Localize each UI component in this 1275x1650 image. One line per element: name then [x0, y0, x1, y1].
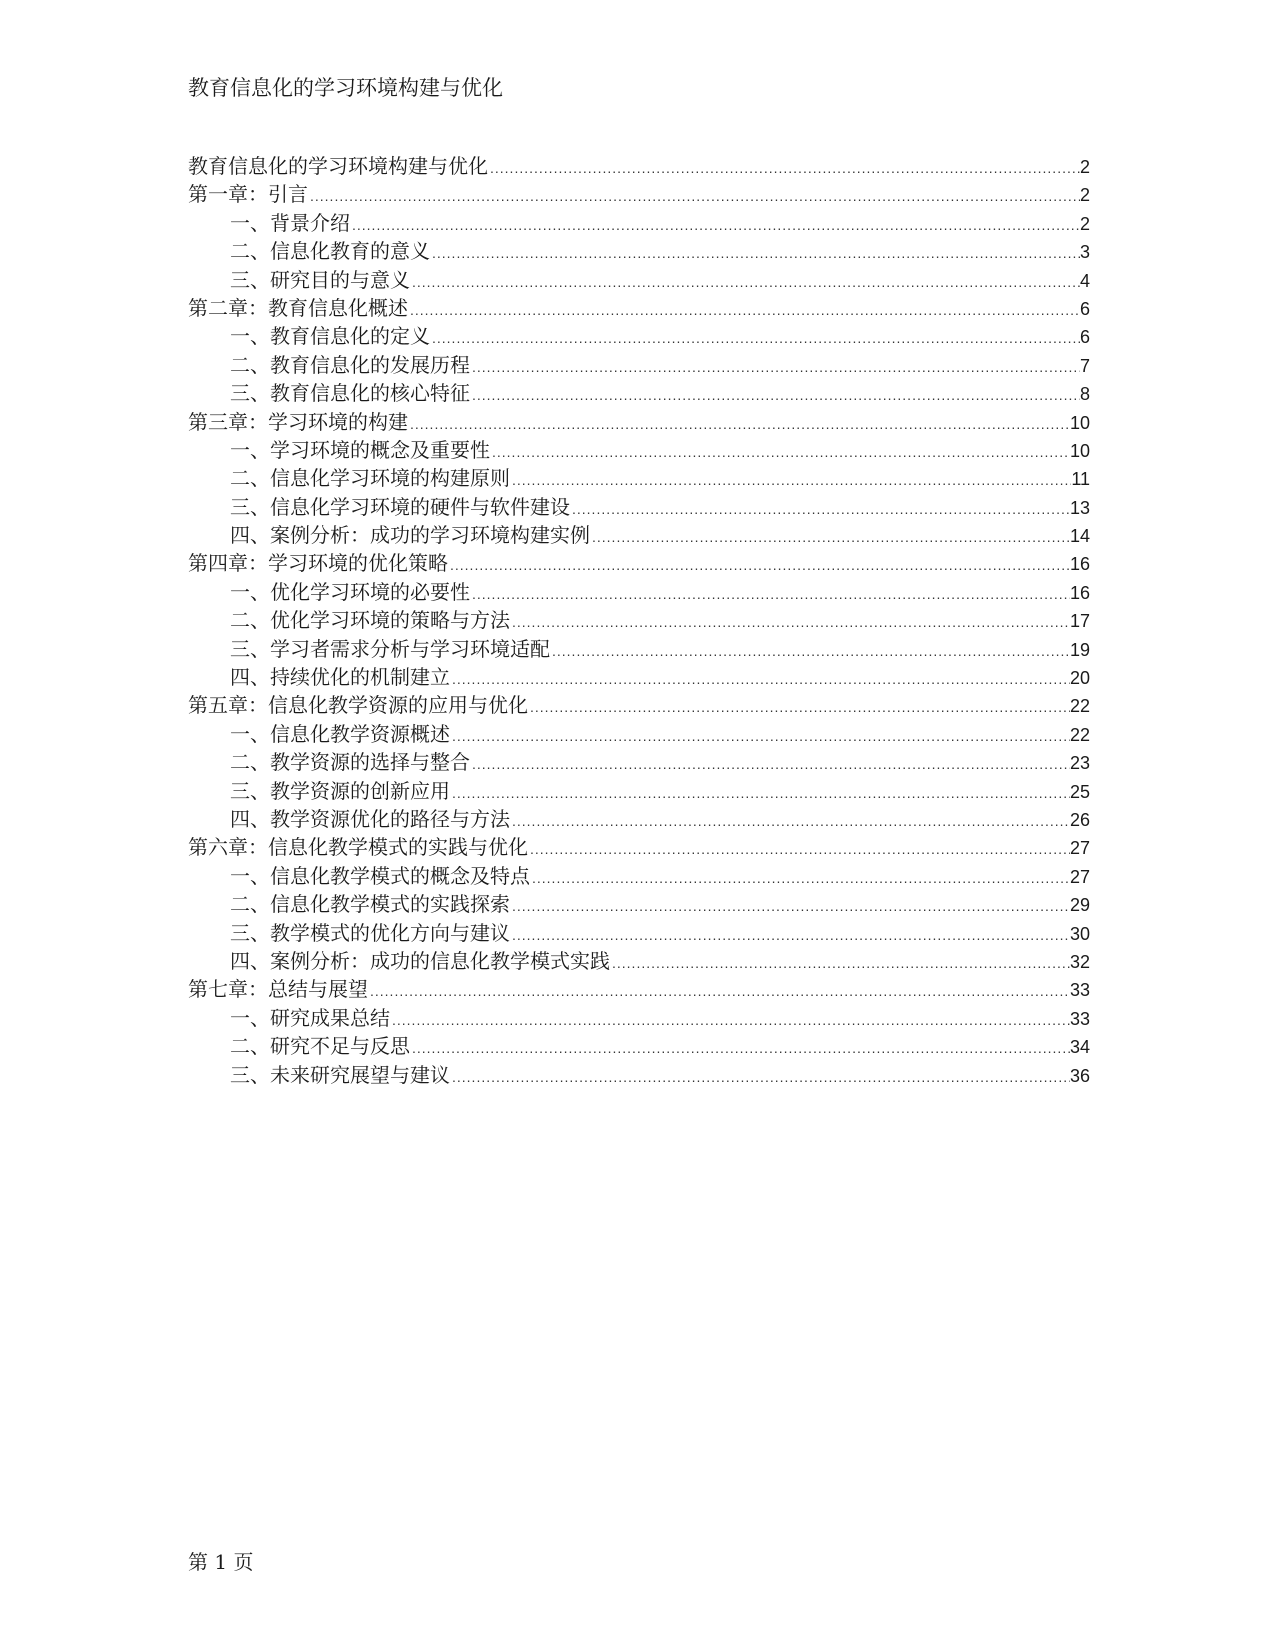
toc-entry-label: 二、研究不足与反思 — [230, 1034, 410, 1059]
toc-section-entry[interactable] — [188, 1004, 1090, 1032]
toc-chapter-entry[interactable] — [188, 152, 1090, 180]
toc-section-entry[interactable] — [188, 493, 1090, 521]
toc-dot-leader — [430, 324, 1080, 352]
toc-entry-label: 第一章：引言 — [188, 182, 308, 207]
toc-section-entry[interactable] — [188, 578, 1090, 606]
toc-section-entry[interactable] — [188, 209, 1090, 237]
toc-dot-leader — [510, 807, 1070, 835]
toc-entry-page-number: 33 — [1069, 980, 1090, 1001]
toc-entry-label: 教育信息化的学习环境构建与优化 — [188, 154, 488, 178]
toc-entry-page-number: 14 — [1069, 526, 1090, 547]
toc-entry-page-number: 30 — [1069, 923, 1090, 944]
toc-section-entry[interactable] — [188, 606, 1090, 634]
toc-entry-label: 第五章：信息化教学资源的应用与优化 — [188, 693, 528, 718]
toc-dot-leader — [368, 977, 1070, 1005]
toc-dot-leader — [570, 495, 1070, 523]
toc-entry-page-number: 4 — [1079, 270, 1090, 291]
toc-entry-page-number: 13 — [1069, 497, 1090, 518]
toc-dot-leader — [470, 750, 1070, 778]
toc-dot-leader — [450, 779, 1070, 807]
toc-dot-leader — [610, 949, 1070, 977]
toc-entry-page-number: 2 — [1079, 157, 1090, 177]
toc-chapter-entry[interactable] — [188, 833, 1090, 861]
toc-entry-page-number: 34 — [1069, 1037, 1090, 1058]
toc-entry-label: 一、信息化教学资源概述 — [230, 721, 450, 746]
toc-entry-label: 第七章：总结与展望 — [188, 977, 368, 1002]
toc-section-entry[interactable] — [188, 1032, 1090, 1060]
toc-entry-page-number: 32 — [1069, 951, 1090, 972]
toc-dot-leader — [470, 580, 1070, 608]
toc-section-entry[interactable] — [188, 379, 1090, 407]
toc-dot-leader — [550, 637, 1070, 665]
toc-dot-leader — [430, 239, 1080, 267]
toc-dot-leader — [530, 864, 1070, 892]
toc-section-entry[interactable] — [188, 322, 1090, 350]
toc-entry-page-number: 36 — [1069, 1065, 1090, 1086]
toc-entry-label: 一、研究成果总结 — [230, 1005, 390, 1030]
toc-entry-page-number: 2 — [1079, 213, 1090, 234]
toc-section-entry[interactable] — [188, 947, 1090, 975]
toc-chapter-entry[interactable] — [188, 180, 1090, 208]
toc-section-entry[interactable] — [188, 748, 1090, 776]
toc-entry-label: 一、优化学习环境的必要性 — [230, 579, 470, 604]
toc-dot-leader — [510, 892, 1070, 920]
toc-dot-leader — [450, 665, 1070, 693]
toc-dot-leader — [488, 154, 1080, 182]
toc-entry-label: 一、背景介绍 — [230, 210, 350, 235]
toc-dot-leader — [510, 921, 1070, 949]
toc-entry-page-number: 2 — [1079, 185, 1090, 206]
toc-entry-page-number: 17 — [1069, 611, 1090, 632]
toc-entry-label: 三、教学模式的优化方向与建议 — [230, 920, 510, 945]
toc-entry-label: 三、未来研究展望与建议 — [230, 1062, 450, 1087]
toc-dot-leader — [450, 722, 1070, 750]
toc-section-entry[interactable] — [188, 635, 1090, 663]
toc-section-entry[interactable] — [188, 805, 1090, 833]
toc-dot-leader — [390, 1006, 1070, 1034]
toc-entry-page-number: 20 — [1069, 668, 1090, 689]
toc-entry-label: 三、教育信息化的核心特征 — [230, 381, 470, 406]
toc-entry-label: 二、信息化教学模式的实践探索 — [230, 892, 510, 917]
toc-dot-leader — [528, 835, 1070, 863]
toc-entry-page-number: 11 — [1071, 469, 1090, 490]
toc-section-entry[interactable] — [188, 351, 1090, 379]
toc-dot-leader — [510, 608, 1070, 636]
toc-entry-page-number: 6 — [1079, 327, 1090, 348]
toc-entry-page-number: 25 — [1069, 781, 1090, 802]
toc-entry-page-number: 27 — [1069, 866, 1090, 887]
toc-chapter-entry[interactable] — [188, 549, 1090, 577]
toc-dot-leader — [490, 438, 1070, 466]
toc-entry-page-number: 6 — [1079, 298, 1090, 319]
toc-entry-label: 三、学习者需求分析与学习环境适配 — [230, 636, 550, 661]
toc-section-entry[interactable] — [188, 237, 1090, 265]
toc-dot-leader — [450, 1063, 1070, 1091]
toc-entry-label: 四、持续优化的机制建立 — [230, 665, 450, 690]
toc-dot-leader — [350, 211, 1080, 239]
toc-section-entry[interactable] — [188, 1061, 1090, 1089]
toc-entry-label: 三、信息化学习环境的硬件与软件建设 — [230, 494, 570, 519]
toc-entry-page-number: 3 — [1079, 242, 1090, 263]
page-number-footer: 第 1 页 — [188, 1550, 254, 1574]
toc-section-entry[interactable] — [188, 663, 1090, 691]
toc-section-entry[interactable] — [188, 720, 1090, 748]
toc-dot-leader — [410, 1034, 1070, 1062]
toc-entry-label: 一、教育信息化的定义 — [230, 324, 430, 349]
toc-dot-leader — [470, 353, 1080, 381]
toc-chapter-entry[interactable] — [188, 408, 1090, 436]
toc-entry-page-number: 16 — [1069, 582, 1090, 603]
toc-dot-leader — [408, 410, 1070, 438]
toc-entry-page-number: 7 — [1079, 355, 1090, 376]
toc-entry-label: 二、教学资源的选择与整合 — [230, 750, 470, 775]
toc-section-entry[interactable] — [188, 919, 1090, 947]
toc-entry-page-number: 16 — [1069, 554, 1090, 575]
toc-section-entry[interactable] — [188, 464, 1090, 492]
toc-entry-label: 三、研究目的与意义 — [230, 267, 410, 292]
toc-entry-label: 一、学习环境的概念及重要性 — [230, 437, 490, 462]
toc-entry-label: 第六章：信息化教学模式的实践与优化 — [188, 835, 528, 860]
toc-entry-label: 四、教学资源优化的路径与方法 — [230, 806, 510, 831]
toc-entry-page-number: 19 — [1069, 639, 1090, 660]
toc-dot-leader — [510, 466, 1071, 494]
toc-entry-page-number: 10 — [1069, 412, 1090, 433]
toc-entry-page-number: 10 — [1069, 440, 1090, 461]
toc-entry-label: 第二章：教育信息化概述 — [188, 295, 408, 320]
document-header-title: 教育信息化的学习环境构建与优化 — [188, 76, 503, 100]
toc-chapter-entry[interactable] — [188, 691, 1090, 719]
toc-entry-label: 二、优化学习环境的策略与方法 — [230, 608, 510, 633]
toc-dot-leader — [408, 296, 1080, 324]
toc-entry-page-number: 8 — [1079, 384, 1090, 405]
toc-entry-page-number: 27 — [1069, 838, 1090, 859]
toc-dot-leader — [470, 381, 1080, 409]
toc-dot-leader — [528, 693, 1070, 721]
toc-dot-leader — [410, 268, 1080, 296]
toc-entry-label: 四、案例分析：成功的信息化教学模式实践 — [230, 948, 610, 973]
toc-section-entry[interactable] — [188, 436, 1090, 464]
toc-entry-label: 第三章：学习环境的构建 — [188, 409, 408, 434]
table-of-contents — [188, 152, 1090, 1089]
toc-section-entry[interactable] — [188, 777, 1090, 805]
toc-dot-leader — [448, 551, 1070, 579]
toc-entry-page-number: 22 — [1069, 724, 1090, 745]
toc-section-entry[interactable] — [188, 521, 1090, 549]
toc-entry-page-number: 26 — [1069, 809, 1090, 830]
toc-section-entry[interactable] — [188, 266, 1090, 294]
toc-entry-page-number: 23 — [1069, 753, 1090, 774]
toc-entry-label: 二、教育信息化的发展历程 — [230, 352, 470, 377]
toc-dot-leader — [308, 182, 1080, 210]
toc-dot-leader — [590, 523, 1070, 551]
toc-entry-label: 二、信息化教育的意义 — [230, 239, 430, 264]
toc-section-entry[interactable] — [188, 862, 1090, 890]
toc-entry-page-number: 22 — [1069, 696, 1090, 717]
toc-entry-label: 第四章：学习环境的优化策略 — [188, 551, 448, 576]
toc-section-entry[interactable] — [188, 890, 1090, 918]
toc-entry-page-number: 29 — [1069, 895, 1090, 916]
toc-entry-label: 三、教学资源的创新应用 — [230, 778, 450, 803]
toc-chapter-entry[interactable] — [188, 294, 1090, 322]
toc-entry-label: 四、案例分析：成功的学习环境构建实例 — [230, 523, 590, 548]
toc-entry-label: 二、信息化学习环境的构建原则 — [230, 466, 510, 491]
toc-chapter-entry[interactable] — [188, 975, 1090, 1003]
toc-entry-page-number: 33 — [1069, 1008, 1090, 1029]
toc-entry-label: 一、信息化教学模式的概念及特点 — [230, 863, 530, 888]
